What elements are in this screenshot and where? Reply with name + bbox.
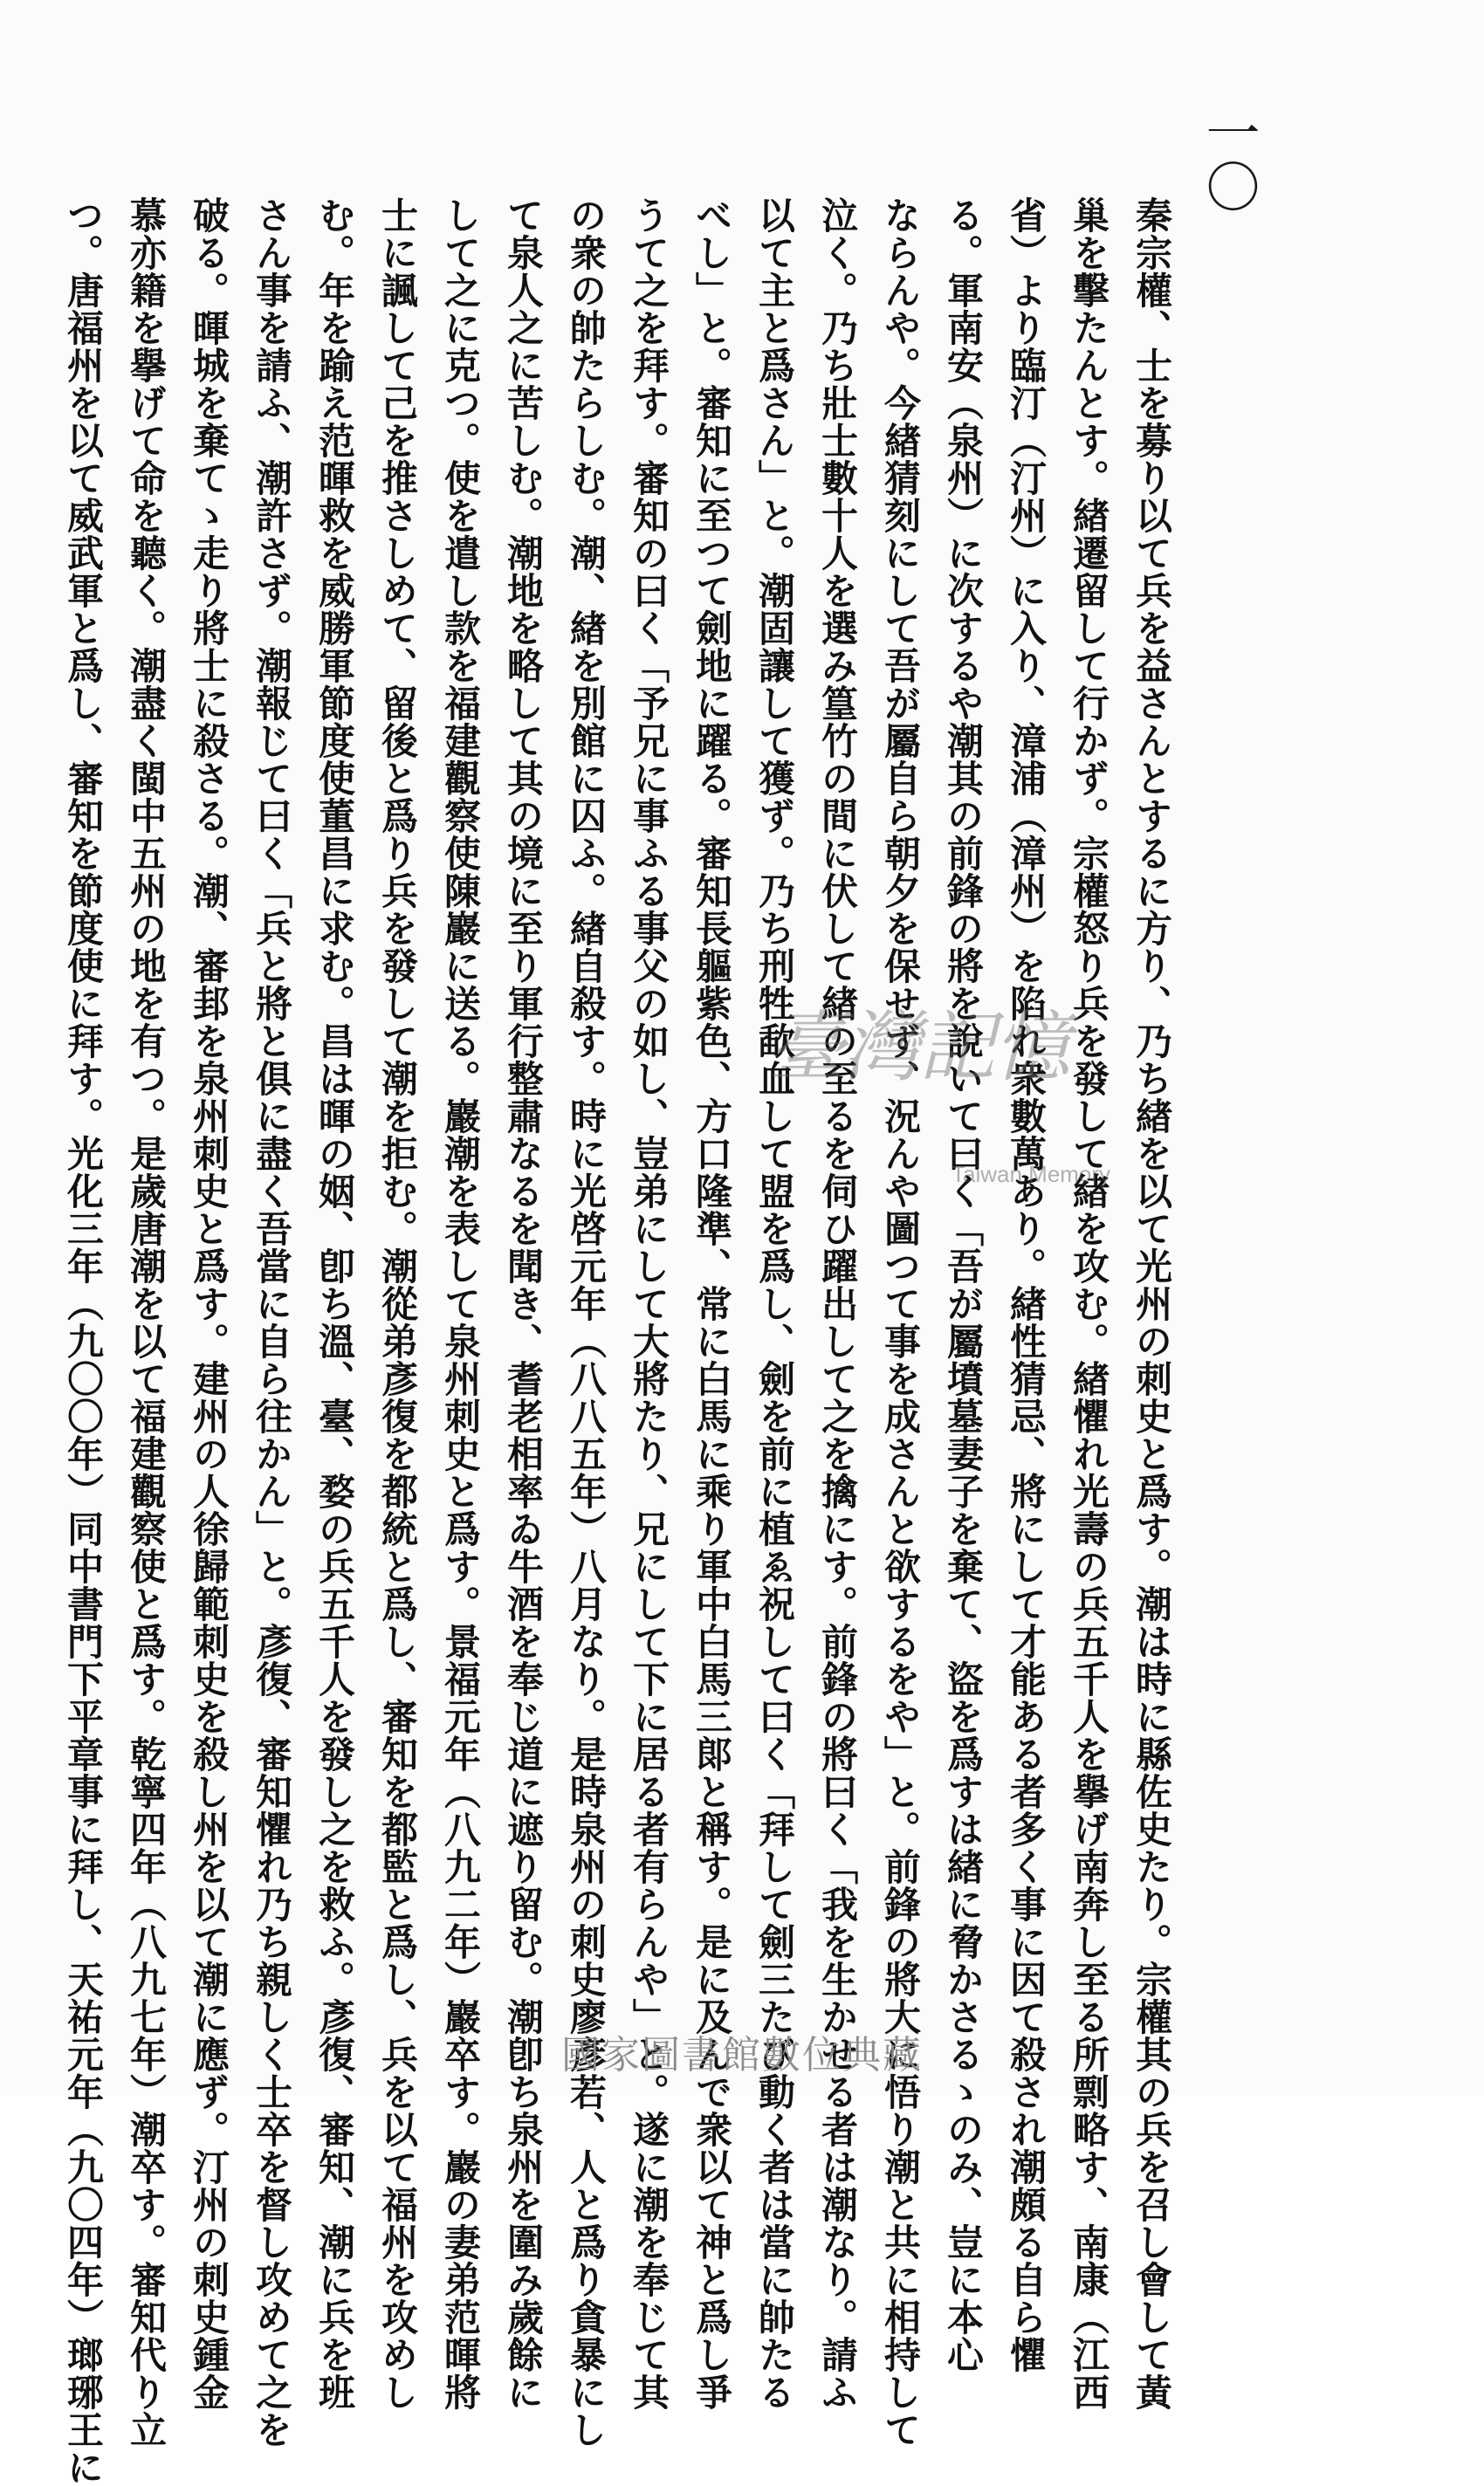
watermark-cjk-text: 臺灣記憶 [768,1002,1069,1092]
text-line: 士に諷して己を推さしめて、留後と爲り兵を發して潮を拒む。潮從弟彥復を都統と爲し、審知を都監と爲し、兵を以て福州を攻めし [376,196,419,2411]
text-line: る。軍南安（泉州）に次するや潮其の前鋒の將を說いて曰く「吾が屬墳墓妻子を棄て、盜を爲すは緖に脅かさるゝのみ、豈に本心 [942,196,985,2373]
footer-archive-label: 國家圖書館數位典藏 [561,2033,923,2077]
text-line: 秦宗權、士を募り以て兵を益さんとするに方り、乃ち緖を以て光州の刺史と爲す。潮は時に縣佐史たり。宗權其の兵を召し會して黃 [1130,196,1173,2411]
text-line: 巢を擊たんとす。緖遷留して行かず。宗權怒り兵を發して緖を攻む。緖懼れ光壽の兵五千人を擧げ南奔し至る所剽略す、南康（江西 [1068,196,1110,2411]
text-line: つ。唐福州を以て威武軍と爲し、審知を節度使に拜す。光化三年（九〇〇年）同中書門下平章事に拜し、天祐元年（九〇四年）瑯琊王に [62,196,105,2486]
page-number: 一〇 [1197,105,1261,213]
watermark-english-text: Taiwan Memory [952,1161,1111,1187]
text-line: む。年を踰え范暉救を威勝軍節度使董昌に求む。昌は暉の姻、卽ち溫、臺、婺の兵五千人を發し之を救ふ。彥復、審知、潮に兵を班 [313,196,356,2411]
text-line: ならんや。今緖猜刻にして吾が屬自ら朝夕を保せず、況んや圖つて事を成さんと欲するをや」と。前鋒の將大に悟り潮と共に相持して [879,196,922,2448]
text-line: さん事を請ふ、潮許さず。潮報じて曰く「兵と將と俱に盡く吾當に自ら往かん」と。彥復、審知懼れ乃ち親しく士卒を督し攻めて之を [251,196,293,2448]
text-line: して之に克つ。使を遣し款を福建觀察使陳巖に送る。巖潮を表して泉州刺史と爲す。景福元年（八九二年）巖卒す。巖の妻弟范暉將 [439,196,482,2411]
text-line: 泣く。乃ち壯士數十人を選み篁竹の間に伏して緖の至るを伺ひ躍出して之を擒にす。前鋒の將曰く「我を生かせる者は潮なり。請ふ [816,196,859,2411]
text-line: の衆の帥たらしむ。潮、緖を別館に囚ふ。緖自殺す。時に光啓元年（八八五年）八月なり。是時泉州の刺史廖彥若、人と爲り貪暴にし [565,196,608,2448]
text-line: 以て主と爲さん」と。潮固讓して獲ず。乃ち刑牲歃血して盟を爲し、劍を前に植ゑ祝して曰く「拜して劍三たび動く者は當に帥たる [753,196,796,2411]
text-line: 破る。暉城を棄てゝ走り將士に殺さる。潮、審邽を泉州刺史と爲す。建州の人徐歸範刺史を殺し州を以て潮に應ず。汀州の刺史鍾金 [188,196,230,2411]
text-line: て泉人之に苦しむ。潮地を略して其の境に至り軍行整肅なるを聞き、耆老相率ゐ牛酒を奉じ道に遮り留む。潮卽ち泉州を圍み歲餘に [502,196,545,2411]
text-line: べし」と。審知に至つて劍地に躍る。審知長軀紫色、方口隆準、常に白馬に乘り軍中白馬三郞と稱す。是に及んで衆以て神と爲し爭 [690,196,733,2411]
text-line: うて之を拜す。審知の曰く「予兄に事ふる事父の如し、豈弟にして大將たり、兄にして下に居る者有らんや」と。遂に潮を奉じて其 [628,196,670,2411]
text-line: 慕亦籍を擧げて命を聽く。潮盡く閩中五州の地を有つ。是歲唐潮を以て福建觀察使と爲す。乾寧四年（八九七年）潮卒す。審知代り立 [125,196,168,2448]
text-line: 省）より臨汀（汀州）に入り、漳浦（漳州）を陷れ衆數萬あり。緖性猜忌、將にして才能ある者多く事に因て殺され潮頗る自ら懼 [1005,196,1048,2373]
